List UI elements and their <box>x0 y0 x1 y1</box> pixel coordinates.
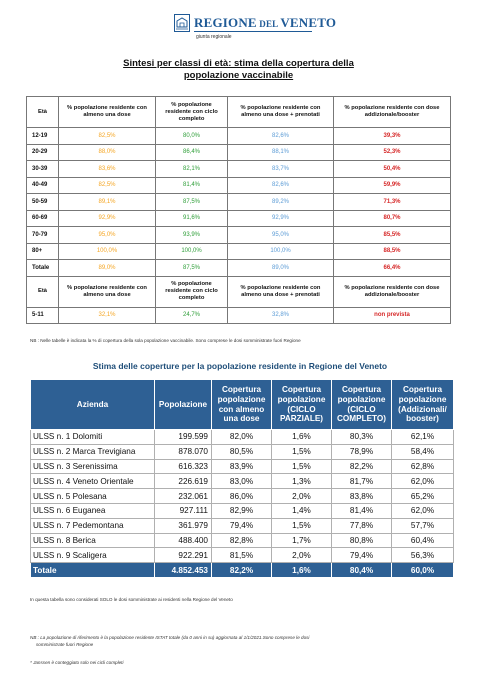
coverage-cell: 89,2% <box>228 194 334 211</box>
coverage-cell: 52,3% <box>334 144 451 161</box>
table-row <box>31 518 454 533</box>
value-cell: 1,6% <box>272 430 332 445</box>
logo-subtitle: giunta regionale <box>196 34 232 40</box>
page-title-line-2: popolazione vaccinabile <box>183 70 294 81</box>
coverage-cell: 24,7% <box>156 307 228 324</box>
total-value-cell: 60,0% <box>392 563 454 578</box>
note-vaccinable-population: NB : Nelle tabelle è indicata la % di copertura della sola popolazione vaccinabile. Sono comprese le dosi somministrate fuori Regione <box>30 338 301 343</box>
coverage-cell: 95,0% <box>59 227 156 244</box>
coverage-cell: 85,5% <box>334 227 451 244</box>
table-row <box>31 430 454 445</box>
age-class-cell: 5-11 <box>27 307 59 324</box>
coverage-cell: 82,1% <box>156 161 228 178</box>
note-istat-line-1: NB : La popolazione di riferimento è la popolazione residente ISTAT totale (da 0 anni in su) aggiornata al 1/1/2021.Sono comprese le dosi <box>30 635 310 640</box>
value-cell: 57,7% <box>392 518 454 533</box>
azienda-cell: ULSS n. 2 Marca Trevigiana <box>31 444 155 459</box>
table-row <box>31 548 454 563</box>
table-row <box>31 503 454 518</box>
coverage-cell: 59,9% <box>334 177 451 194</box>
coverage-cell: 86,4% <box>156 144 228 161</box>
value-cell: 83,9% <box>212 459 272 474</box>
table-row <box>27 260 451 277</box>
value-cell: 79,4% <box>332 548 392 563</box>
coverage-cell: 32,8% <box>228 307 334 324</box>
coverage-cell: 93,9% <box>156 227 228 244</box>
table-header-cell: Età <box>27 276 59 307</box>
value-cell: 58,4% <box>392 444 454 459</box>
value-cell: 62,0% <box>392 503 454 518</box>
coverage-cell: 92,9% <box>228 210 334 227</box>
coverage-cell: 89,0% <box>228 260 334 277</box>
table-row <box>31 459 454 474</box>
page-title <box>20 58 457 82</box>
coverage-cell: 89,1% <box>59 194 156 211</box>
table-row <box>27 194 451 211</box>
table-header-cell: Età <box>27 97 59 128</box>
value-cell: 927.111 <box>155 503 212 518</box>
table-row <box>27 177 451 194</box>
total-value-cell: 80,4% <box>332 563 392 578</box>
value-cell: 922.291 <box>155 548 212 563</box>
age-class-cell: 20-29 <box>27 144 59 161</box>
value-cell: 1,5% <box>272 459 332 474</box>
table-header-cell: Copertura popolazione (CICLO PARZIALE) <box>272 380 332 430</box>
value-cell: 82,9% <box>212 503 272 518</box>
total-value-cell: 82,2% <box>212 563 272 578</box>
table-row <box>27 227 451 244</box>
coverage-cell: 88,5% <box>334 243 451 260</box>
value-cell: 81,4% <box>332 503 392 518</box>
value-cell: 1,5% <box>272 444 332 459</box>
table-header-row <box>31 380 454 430</box>
ulss-table-title: Stima delle coperture per la popolazione residente in Regione del Veneto <box>92 361 388 371</box>
value-cell: 361.979 <box>155 518 212 533</box>
age-class-cell: 30-39 <box>27 161 59 178</box>
azienda-cell: ULSS n. 5 Polesana <box>31 489 155 504</box>
age-class-cell: 70-79 <box>27 227 59 244</box>
value-cell: 80,8% <box>332 533 392 548</box>
age-class-cell: 12-19 <box>27 128 59 145</box>
table-row <box>31 533 454 548</box>
table-header-cell: Copertura popolazione con almeno una dose <box>212 380 272 430</box>
note-janssen: * Janssen è conteggiato solo nei cicli completi <box>30 660 124 665</box>
table-row <box>31 489 454 504</box>
value-cell: 1,3% <box>272 474 332 489</box>
note-istat-reference <box>30 635 430 648</box>
table-header-cell: Copertura popolazione (CICLO COMPLETO) <box>332 380 392 430</box>
table-header-cell: Azienda <box>31 380 155 430</box>
table-row <box>31 474 454 489</box>
value-cell: 83,8% <box>332 489 392 504</box>
value-cell: 62,1% <box>392 430 454 445</box>
coverage-cell: 80,7% <box>334 210 451 227</box>
value-cell: 82,8% <box>212 533 272 548</box>
value-cell: 81,5% <box>212 548 272 563</box>
table-header-cell: Popolazione <box>155 380 212 430</box>
value-cell: 81,7% <box>332 474 392 489</box>
value-cell: 65,2% <box>392 489 454 504</box>
coverage-cell: 100,0% <box>228 243 334 260</box>
table-row <box>27 307 451 324</box>
age-class-cell: 50-59 <box>27 194 59 211</box>
logo-divider <box>194 31 312 32</box>
total-value-cell: 1,6% <box>272 563 332 578</box>
table-header-cell: % popolazione residente con ciclo completo <box>156 97 228 128</box>
table-row <box>27 128 451 145</box>
coverage-cell: 83,7% <box>228 161 334 178</box>
note-residents-only: In questa tabella sono considerati SOLO le dosi somministrate ai residenti nella Regione del Veneto <box>30 597 233 602</box>
value-cell: 1,7% <box>272 533 332 548</box>
total-value-cell: 4.852.453 <box>155 563 212 578</box>
value-cell: 62,8% <box>392 459 454 474</box>
coverage-cell: 89,0% <box>59 260 156 277</box>
page-title-line-1: Sintesi per classi di età: stima della copertura della <box>123 58 354 69</box>
azienda-cell: ULSS n. 7 Pedemontana <box>31 518 155 533</box>
age-class-cell: 40-49 <box>27 177 59 194</box>
value-cell: 2,0% <box>272 548 332 563</box>
age-class-cell: Totale <box>27 260 59 277</box>
table-row <box>27 243 451 260</box>
age-class-cell: 60-69 <box>27 210 59 227</box>
coverage-cell: 88,0% <box>59 144 156 161</box>
value-cell: 77,8% <box>332 518 392 533</box>
age-class-coverage-table <box>26 96 451 324</box>
coverage-cell: 82,6% <box>228 177 334 194</box>
note-istat-line-2: somministrate fuori Regione <box>36 641 94 647</box>
table-row <box>27 210 451 227</box>
regione-veneto-logo <box>174 14 337 46</box>
coverage-cell: 50,4% <box>334 161 451 178</box>
table-row <box>27 161 451 178</box>
azienda-cell: ULSS n. 4 Veneto Orientale <box>31 474 155 489</box>
coverage-cell: 87,5% <box>156 260 228 277</box>
coverage-cell: 82,5% <box>59 128 156 145</box>
azienda-cell: ULSS n. 6 Euganea <box>31 503 155 518</box>
logo-text: REGIONE DEL VENETO <box>194 15 337 30</box>
value-cell: 616.323 <box>155 459 212 474</box>
value-cell: 86,0% <box>212 489 272 504</box>
value-cell: 199.599 <box>155 430 212 445</box>
table-header-cell: % popolazione residente con almeno una dose + prenotati <box>228 276 334 307</box>
coverage-cell: 100,0% <box>156 243 228 260</box>
coverage-cell: 91,6% <box>156 210 228 227</box>
table-header-cell: % popolazione residente con dose addizionale/booster <box>334 276 451 307</box>
coverage-cell: 82,5% <box>59 177 156 194</box>
table-header-cell: % popolazione residente con almeno una dose + prenotati <box>228 97 334 128</box>
coverage-cell: 39,3% <box>334 128 451 145</box>
coverage-cell: non prevista <box>334 307 451 324</box>
coverage-cell: 92,9% <box>59 210 156 227</box>
value-cell: 83,0% <box>212 474 272 489</box>
azienda-cell: ULSS n. 9 Scaligera <box>31 548 155 563</box>
coverage-cell: 83,6% <box>59 161 156 178</box>
ulss-coverage-table <box>30 379 454 578</box>
coverage-cell: 81,4% <box>156 177 228 194</box>
value-cell: 1,5% <box>272 518 332 533</box>
coverage-cell: 100,0% <box>59 243 156 260</box>
value-cell: 78,9% <box>332 444 392 459</box>
total-row <box>31 563 454 578</box>
azienda-cell: ULSS n. 1 Dolomiti <box>31 430 155 445</box>
table-header-row <box>27 97 451 128</box>
table-header-row-2 <box>27 276 451 307</box>
value-cell: 226.619 <box>155 474 212 489</box>
coverage-cell: 32,1% <box>59 307 156 324</box>
coverage-cell: 71,3% <box>334 194 451 211</box>
coverage-cell: 80,0% <box>156 128 228 145</box>
value-cell: 1,4% <box>272 503 332 518</box>
value-cell: 82,0% <box>212 430 272 445</box>
value-cell: 60,4% <box>392 533 454 548</box>
value-cell: 80,5% <box>212 444 272 459</box>
table-row <box>31 444 454 459</box>
coverage-cell: 95,0% <box>228 227 334 244</box>
value-cell: 80,3% <box>332 430 392 445</box>
azienda-cell: ULSS n. 3 Serenissima <box>31 459 155 474</box>
value-cell: 232.061 <box>155 489 212 504</box>
coverage-cell: 66,4% <box>334 260 451 277</box>
value-cell: 62,0% <box>392 474 454 489</box>
coverage-cell: 87,5% <box>156 194 228 211</box>
coverage-cell: 82,6% <box>228 128 334 145</box>
table-header-cell: Copertura popolazione (Addizionali/ booster) <box>392 380 454 430</box>
total-label-cell: Totale <box>31 563 155 578</box>
azienda-cell: ULSS n. 8 Berica <box>31 533 155 548</box>
table-header-cell: % popolazione residente con dose addizionale/booster <box>334 97 451 128</box>
value-cell: 56,3% <box>392 548 454 563</box>
table-header-cell: % popolazione residente con almeno una dose <box>59 276 156 307</box>
value-cell: 82,2% <box>332 459 392 474</box>
value-cell: 878.070 <box>155 444 212 459</box>
table-header-cell: % popolazione residente con almeno una dose <box>59 97 156 128</box>
age-class-cell: 80+ <box>27 243 59 260</box>
table-row <box>27 144 451 161</box>
regione-emblem-icon <box>174 14 190 32</box>
value-cell: 2,0% <box>272 489 332 504</box>
value-cell: 488.400 <box>155 533 212 548</box>
value-cell: 79,4% <box>212 518 272 533</box>
coverage-cell: 88,1% <box>228 144 334 161</box>
table-header-cell: % popolazione residente con ciclo completo <box>156 276 228 307</box>
